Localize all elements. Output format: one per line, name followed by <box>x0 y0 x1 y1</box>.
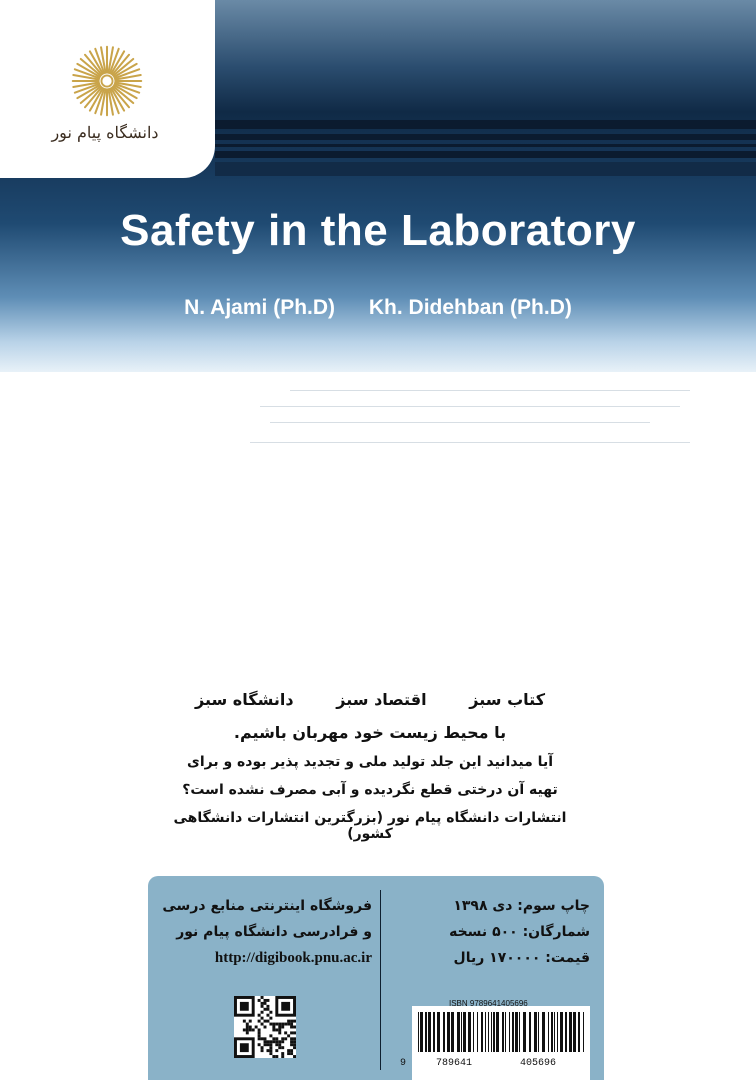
shop-url-link[interactable]: http://digibook.pnu.ac.ir <box>214 950 372 966</box>
online-shop-info <box>162 893 372 971</box>
edition-text: چاپ سوم: دی ۱۳۹۸ <box>453 898 590 914</box>
barcode-icon <box>414 1012 588 1052</box>
sunburst-logo-icon <box>70 44 144 118</box>
university-logo-text: دانشگاه پیام نور <box>51 123 159 142</box>
barcode-digits-group-2: 405696 <box>520 1058 557 1069</box>
book-authors <box>0 296 756 320</box>
environment-line: با محیط زیست خود مهربان باشیم. <box>233 723 507 742</box>
publication-info <box>400 893 590 971</box>
header-stripes <box>215 120 756 176</box>
panel-divider <box>380 890 381 1070</box>
isbn-label: ISBN 9789641405696 <box>449 999 528 1008</box>
copies-text: شمارگان: ۵۰۰ نسخه <box>449 924 590 940</box>
green-message <box>150 690 590 842</box>
slogan-green-university: دانشگاه سبز <box>195 690 294 709</box>
shop-line-2: و فرادرسی دانشگاه پیام نور <box>176 924 372 940</box>
green-slogans <box>150 690 590 709</box>
faded-background-text <box>230 372 730 482</box>
slogan-green-book: کتاب سبز <box>469 690 545 709</box>
qr-code-icon <box>234 996 296 1058</box>
green-info-line-1: آیا میدانید این جلد تولید ملی و تجدید پذیر بوده و برای <box>186 754 553 770</box>
barcode-digits-group-1: 789641 <box>436 1058 473 1069</box>
book-title: Safety in the Laboratory <box>120 206 636 255</box>
author-2: Kh. Didehban (Ph.D) <box>368 296 572 319</box>
shop-line-1: فروشگاه اینترنتی منابع درسی <box>162 898 372 914</box>
university-logo <box>0 0 215 178</box>
slogan-green-economy: اقتصاد سبز <box>336 690 427 709</box>
barcode-digit-first: 9 <box>400 1058 407 1069</box>
publisher-line: انتشارات دانشگاه پیام نور (بزرگترین انتشارات دانشگاهی کشور) <box>173 810 567 842</box>
author-1: N. Ajami (Ph.D) <box>184 296 336 319</box>
green-info-line-2: تهیه آن درختی قطع نگردیده و آبی مصرف نشده است؟ <box>182 782 558 798</box>
price-text: قیمت: ۱۷۰۰۰۰ ریال <box>453 950 590 966</box>
